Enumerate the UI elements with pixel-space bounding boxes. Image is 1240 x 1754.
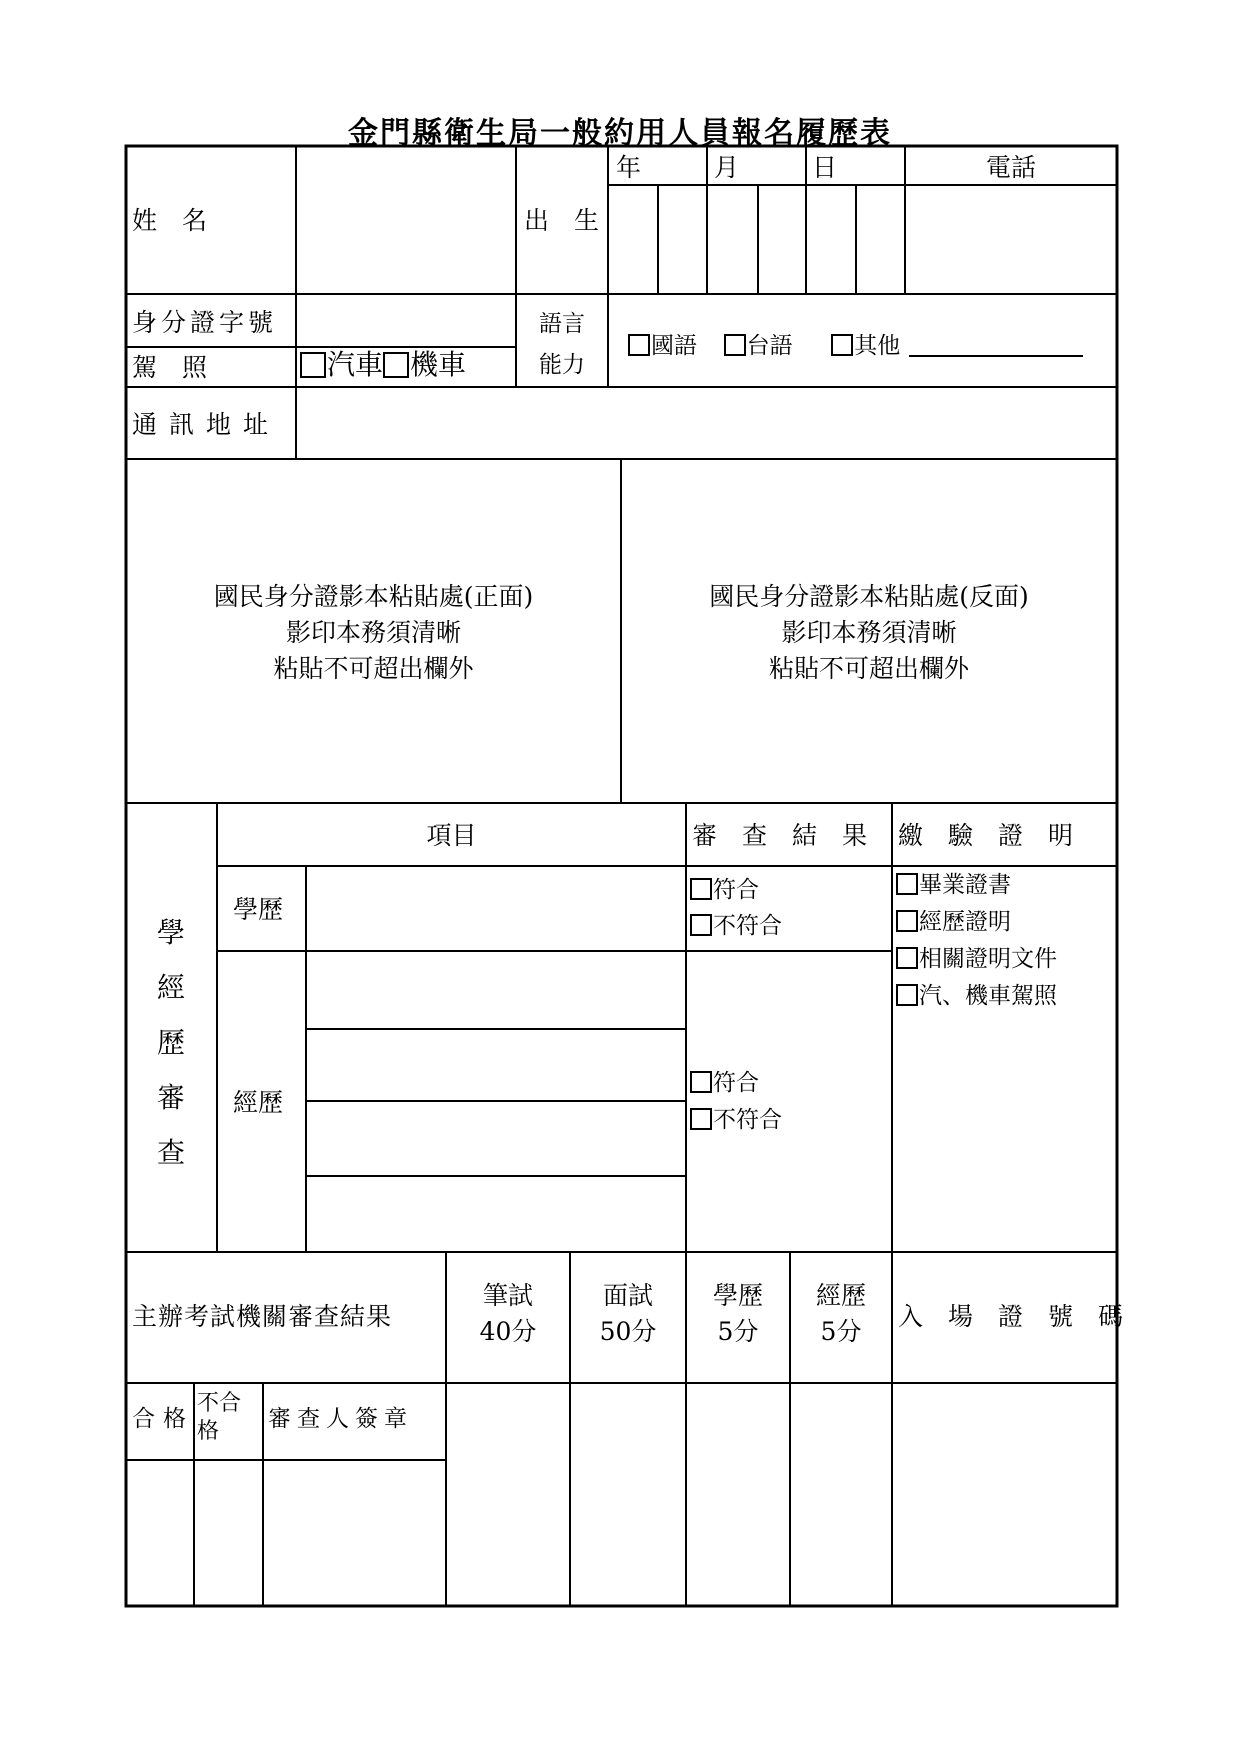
education-label: 學歷 [233,895,284,924]
experience-nomatch-option [690,1108,782,1132]
match-label: 符合 [713,1070,759,1096]
proof-checkbox[interactable] [896,910,918,932]
id-copy-front-line-1: 國民身分證影本粘貼處(正面) [213,582,534,611]
mandarin-checkbox[interactable] [628,334,650,356]
month-label: 月 [714,153,740,182]
interview-header [570,1278,686,1350]
car-label: 汽車 [327,348,384,381]
proof-item [896,947,1057,971]
admission-number-label: 入 場 證 號 碼 [898,1302,1124,1331]
license-label: 駕 照 [132,353,208,382]
education-score-header [686,1278,790,1350]
motorcycle-label: 機車 [410,348,467,381]
form-title: 金門縣衛生局一般約用人員報名履歷表 [348,116,892,151]
education-nomatch-option [690,914,782,938]
id-copy-back-line-2: 影印本務須清晰 [781,618,957,647]
birth-label: 出 生 [524,206,600,235]
education-score-label: 學歷 [712,1281,763,1310]
experience-score-header [790,1278,892,1350]
review-section-label [151,905,191,1180]
exam-result-label: 主辦考試機關審查結果 [132,1302,393,1331]
language-options [628,334,900,358]
experience-score: 5分 [820,1317,862,1346]
proof-checkbox[interactable] [896,873,918,895]
proof-item [896,873,1011,897]
review-section-label-text: 學 經 歷 審 查 [156,916,185,1169]
taiwanese-label: 台語 [746,333,793,359]
proof-label: 畢業證書 [919,872,1011,898]
license-options [300,348,467,381]
education-match-checkbox[interactable] [690,878,712,900]
language-label-1: 語言 [539,311,585,337]
interview-label: 面試 [602,1281,653,1310]
motorcycle-checkbox[interactable] [383,352,409,378]
id-copy-back-line-3: 粘貼不可超出欄外 [768,654,969,683]
mandarin-label: 國語 [651,333,697,359]
id-copy-front-line-3: 粘貼不可超出欄外 [273,654,474,683]
proof-item [896,910,1011,934]
proof-label: 相關證明文件 [919,946,1057,972]
match-label: 符合 [713,877,759,903]
other-language-label: 其他 [854,333,901,359]
address-label: 通訊地址 [132,410,281,439]
fail-label: 不合格 [197,1391,242,1444]
language-label-2: 能力 [539,352,585,378]
nomatch-label: 不符合 [713,913,782,939]
written-score: 40分 [479,1317,537,1346]
experience-nomatch-checkbox[interactable] [690,1108,712,1130]
proof-label: 汽、機車駕照 [919,983,1057,1009]
education-nomatch-checkbox[interactable] [690,914,712,936]
id-copy-front-line-2: 影印本務須清晰 [285,618,461,647]
proof-header: 繳 驗 證 明 [898,821,1074,850]
nomatch-label: 不符合 [713,1107,782,1133]
reviewer-signature-label: 審查人簽章 [268,1406,413,1432]
proof-checkbox[interactable] [896,984,918,1006]
proof-item [896,984,1057,1008]
other-language-checkbox[interactable] [831,334,853,356]
experience-match-option [690,1071,759,1095]
education-match-option [690,878,759,902]
taiwanese-checkbox[interactable] [724,334,746,356]
item-header: 項目 [426,821,477,850]
year-label: 年 [616,153,642,182]
day-label: 日 [812,153,838,182]
written-label: 筆試 [482,1281,533,1310]
experience-label: 經歷 [233,1088,284,1117]
interview-score: 50分 [599,1317,657,1346]
education-score: 5分 [717,1317,759,1346]
pass-label: 合格 [132,1406,194,1432]
experience-score-label: 經歷 [815,1281,866,1310]
proof-label: 經歷證明 [919,909,1011,935]
id-copy-back-line-1: 國民身分證影本粘貼處(反面) [709,582,1029,611]
proof-checkbox[interactable] [896,947,918,969]
experience-match-checkbox[interactable] [690,1071,712,1093]
phone-label: 電話 [985,153,1036,182]
result-header: 審 查 結 果 [692,821,868,850]
id-copy-front [126,579,621,687]
written-exam-header [446,1278,570,1350]
id-number-label: 身分證字號 [132,308,278,337]
id-copy-back [621,579,1117,687]
name-label: 姓 名 [132,206,208,235]
car-checkbox[interactable] [300,352,326,378]
